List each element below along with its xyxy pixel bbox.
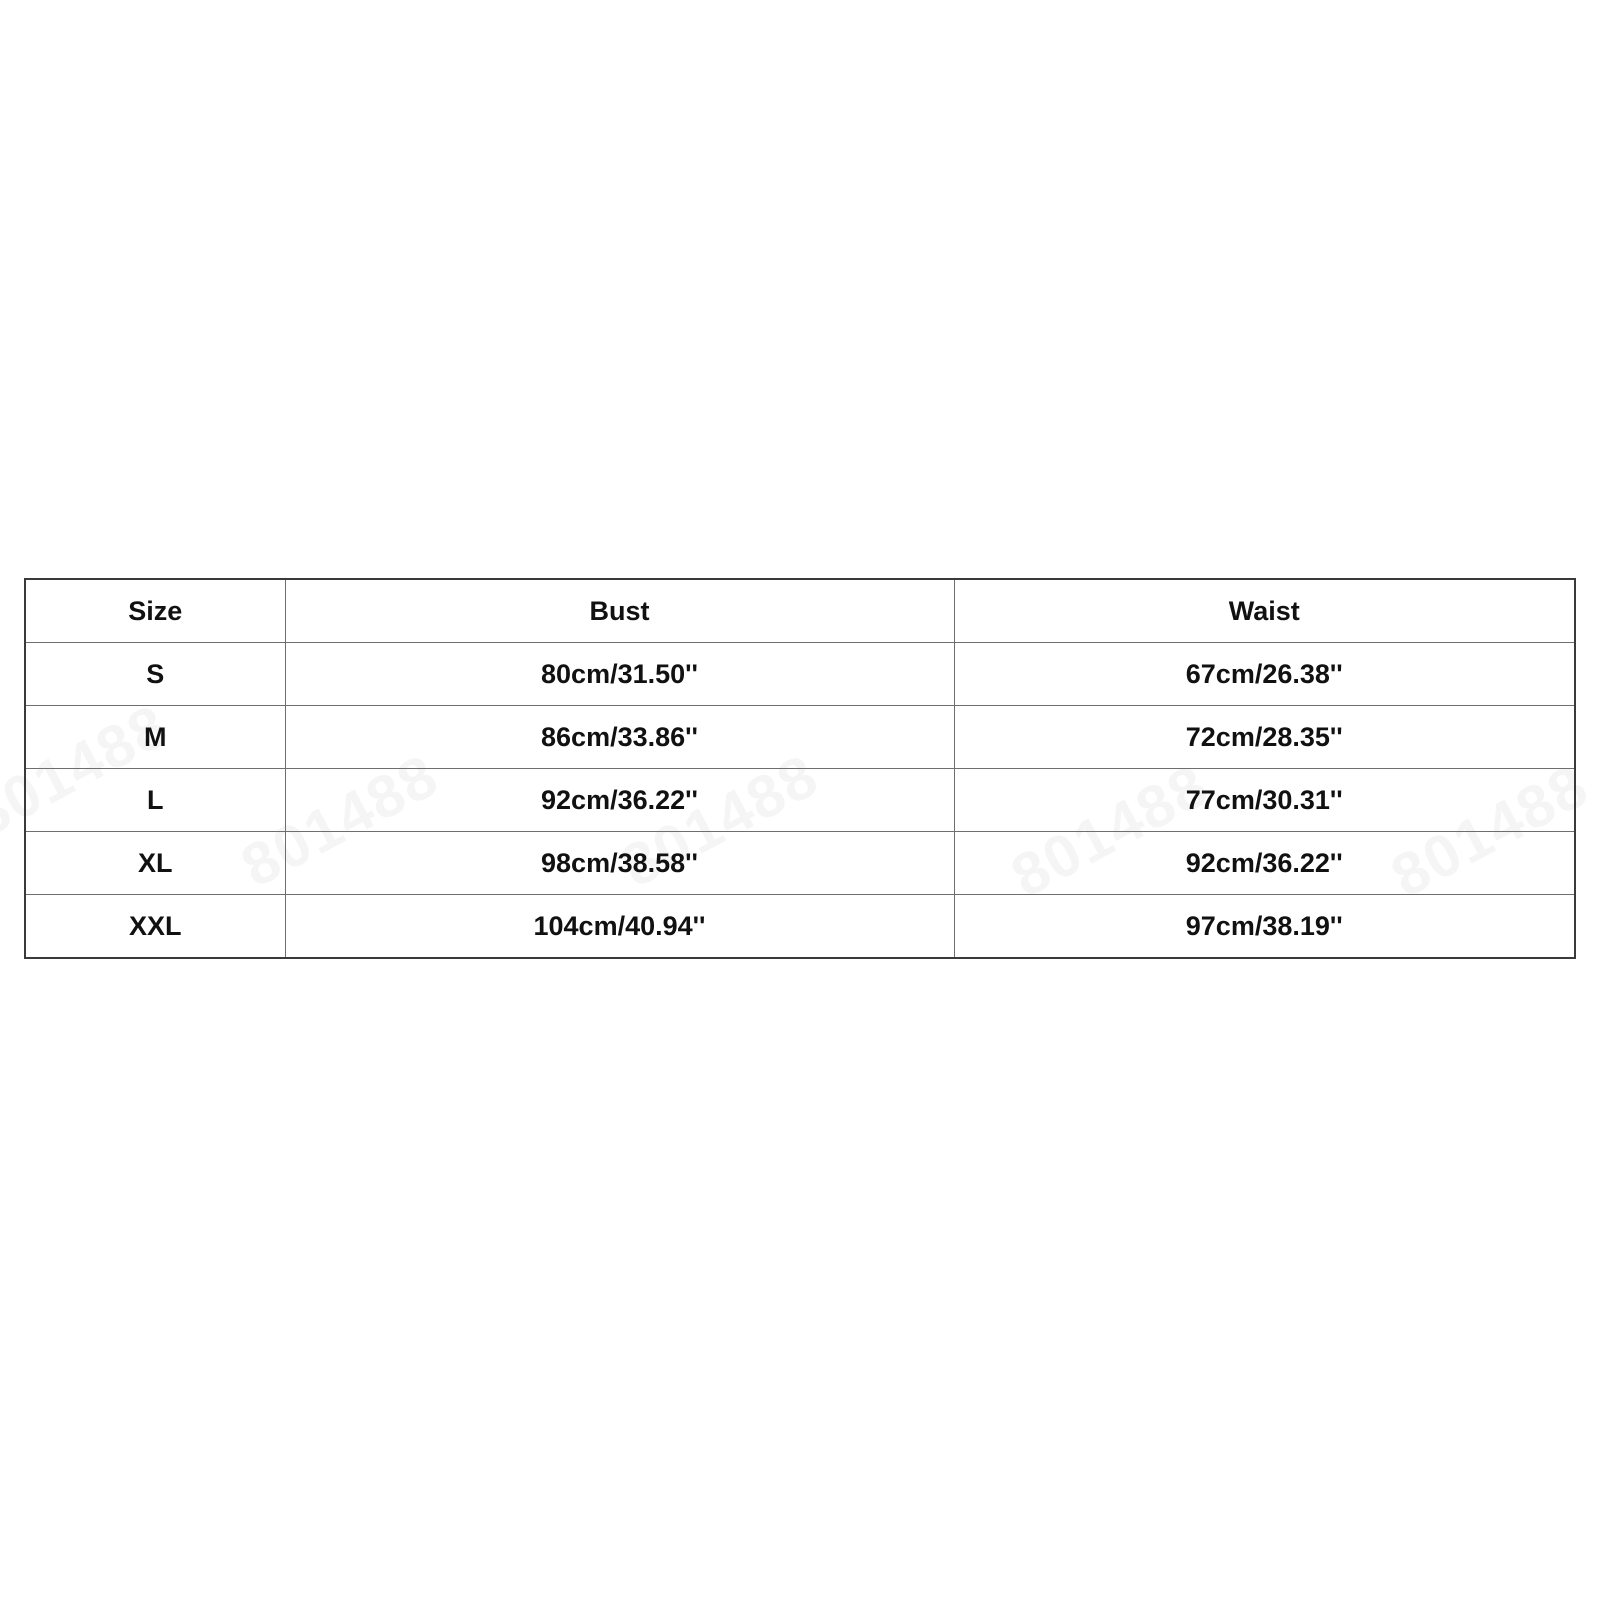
cell-bust: 86cm/33.86''	[285, 706, 954, 769]
table-row	[25, 895, 1575, 959]
cell-waist: 72cm/28.35''	[954, 706, 1575, 769]
header-size: Size	[25, 579, 285, 643]
cell-size: M	[25, 706, 285, 769]
cell-waist: 97cm/38.19''	[954, 895, 1575, 959]
cell-size: XL	[25, 832, 285, 895]
cell-waist: 77cm/30.31''	[954, 769, 1575, 832]
table-header-row	[25, 579, 1575, 643]
cell-bust: 80cm/31.50''	[285, 643, 954, 706]
cell-size: L	[25, 769, 285, 832]
cell-bust: 92cm/36.22''	[285, 769, 954, 832]
cell-waist: 92cm/36.22''	[954, 832, 1575, 895]
header-bust: Bust	[285, 579, 954, 643]
size-chart-table	[24, 578, 1576, 959]
cell-bust: 98cm/38.58''	[285, 832, 954, 895]
table-row	[25, 769, 1575, 832]
table-row	[25, 706, 1575, 769]
table-row	[25, 643, 1575, 706]
cell-size: XXL	[25, 895, 285, 959]
cell-size: S	[25, 643, 285, 706]
cell-bust: 104cm/40.94''	[285, 895, 954, 959]
cell-waist: 67cm/26.38''	[954, 643, 1575, 706]
header-waist: Waist	[954, 579, 1575, 643]
table-row	[25, 832, 1575, 895]
